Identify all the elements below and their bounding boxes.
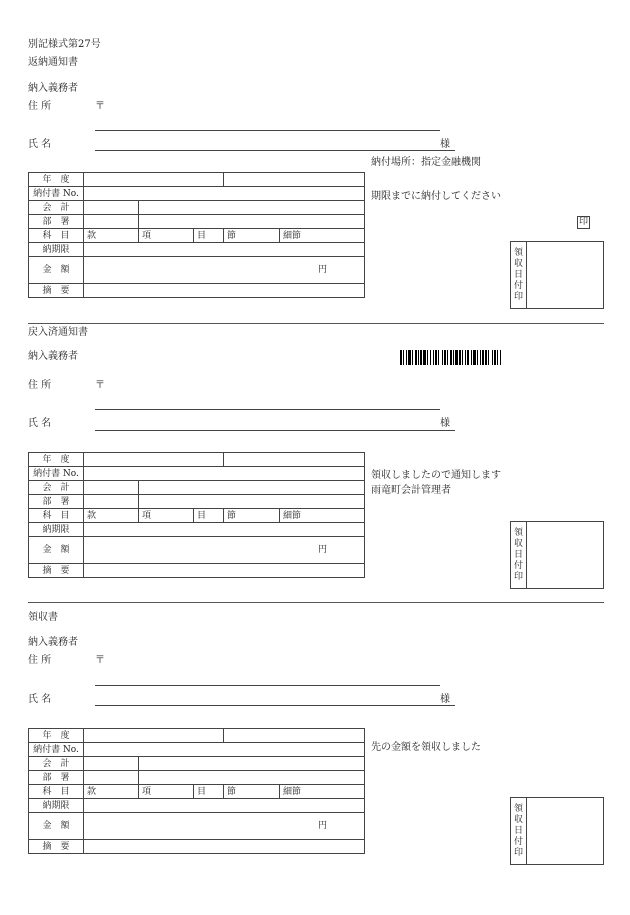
deadline-label: 納期限 (29, 523, 84, 537)
moku-label: 目 (194, 785, 224, 799)
kou-label: 項 (139, 509, 194, 523)
amount-label: 金 額 (29, 257, 84, 284)
saisetsu-label: 細節 (280, 785, 365, 799)
section3-name-line (95, 705, 455, 706)
section1-honorific: 様 (440, 139, 450, 150)
section2-notice-line1: 領収しましたので通知します (371, 470, 501, 481)
summary-label: 摘 要 (29, 564, 84, 578)
subject-label: 科 目 (29, 785, 84, 799)
amount-label: 金 額 (29, 537, 84, 564)
kan-label: 款 (84, 229, 139, 243)
saisetsu-label: 細節 (280, 229, 365, 243)
account-label: 会 計 (29, 201, 84, 215)
section3-honorific: 様 (440, 694, 450, 705)
section2-notice-line2: 雨竜町会計管理者 (371, 485, 451, 496)
saisetsu-label: 細節 (280, 509, 365, 523)
seal-mark: 印 (579, 217, 589, 227)
section3-payer-label: 納入義務者 (28, 637, 78, 648)
form-number: 別記様式第27号 (28, 39, 101, 50)
summary-label: 摘 要 (29, 840, 84, 854)
slip-no-label: 納付書 No. (29, 467, 84, 481)
section3-address-line (95, 685, 440, 686)
section2-honorific: 様 (440, 418, 450, 429)
section1-instruction: 期限までに納付してください (371, 191, 501, 202)
receipt-stamp-label: 領 収 日 付 印 (511, 522, 527, 588)
setsu-label: 節 (224, 509, 280, 523)
section2-name-line (95, 430, 455, 431)
section1-title: 返納通知書 (28, 57, 78, 68)
separator-2 (28, 602, 604, 603)
section3-receipt-stamp-box (510, 797, 604, 865)
year-label: 年 度 (29, 453, 84, 467)
receipt-stamp-label: 領 収 日 付 印 (511, 242, 527, 308)
section1-payer-label: 納入義務者 (28, 83, 78, 94)
kou-label: 項 (139, 229, 194, 243)
section3-form-table (28, 728, 365, 854)
year-label: 年 度 (29, 729, 84, 743)
separator-1 (28, 323, 604, 324)
section2-form-table (28, 452, 365, 578)
section1-payment-place: 納付場所：指定金融機関 (371, 157, 481, 168)
subject-label: 科 目 (29, 509, 84, 523)
section1-form-table (28, 172, 365, 298)
section2-payer-label: 納入義務者 (28, 351, 78, 362)
deadline-label: 納期限 (29, 243, 84, 257)
account-label: 会 計 (29, 481, 84, 495)
setsu-label: 節 (224, 785, 280, 799)
section1-postal-mark: 〒 (95, 101, 105, 112)
receipt-stamp-label: 領 収 日 付 印 (511, 798, 527, 864)
slip-no-label: 納付書 No. (29, 743, 84, 757)
section3-name-label: 氏 名 (28, 694, 52, 705)
subject-label: 科 目 (29, 229, 84, 243)
moku-label: 目 (194, 509, 224, 523)
account-label: 会 計 (29, 757, 84, 771)
yen-label: 円 (318, 545, 328, 555)
section2-address-line (95, 409, 440, 410)
section1-address-label: 住 所 (28, 101, 52, 112)
section1-receipt-stamp-box (510, 241, 604, 309)
section2-receipt-stamp-box (510, 521, 604, 589)
yen-label: 円 (318, 265, 328, 275)
slip-no-label: 納付書 No. (29, 187, 84, 201)
year-label: 年 度 (29, 173, 84, 187)
summary-label: 摘 要 (29, 284, 84, 298)
section1-name-label: 氏 名 (28, 139, 52, 150)
setsu-label: 節 (224, 229, 280, 243)
yen-label: 円 (318, 821, 328, 831)
section3-notice: 先の金額を領収しました (371, 742, 481, 753)
section1-address-line (95, 130, 440, 131)
kou-label: 項 (139, 785, 194, 799)
barcode (400, 350, 570, 365)
section2-name-label: 氏 名 (28, 418, 52, 429)
section3-title: 領収書 (28, 612, 58, 623)
section3-postal-mark: 〒 (95, 655, 105, 666)
section1-name-line (95, 150, 455, 151)
kan-label: 款 (84, 509, 139, 523)
department-label: 部 署 (29, 215, 84, 229)
section2-postal-mark: 〒 (95, 380, 105, 391)
kan-label: 款 (84, 785, 139, 799)
section2-address-label: 住 所 (28, 380, 52, 391)
amount-label: 金 額 (29, 813, 84, 840)
section3-address-label: 住 所 (28, 655, 52, 666)
barcode-bar (501, 350, 503, 365)
department-label: 部 署 (29, 771, 84, 785)
moku-label: 目 (194, 229, 224, 243)
section2-title: 戻入済通知書 (28, 327, 88, 338)
department-label: 部 署 (29, 495, 84, 509)
deadline-label: 納期限 (29, 799, 84, 813)
